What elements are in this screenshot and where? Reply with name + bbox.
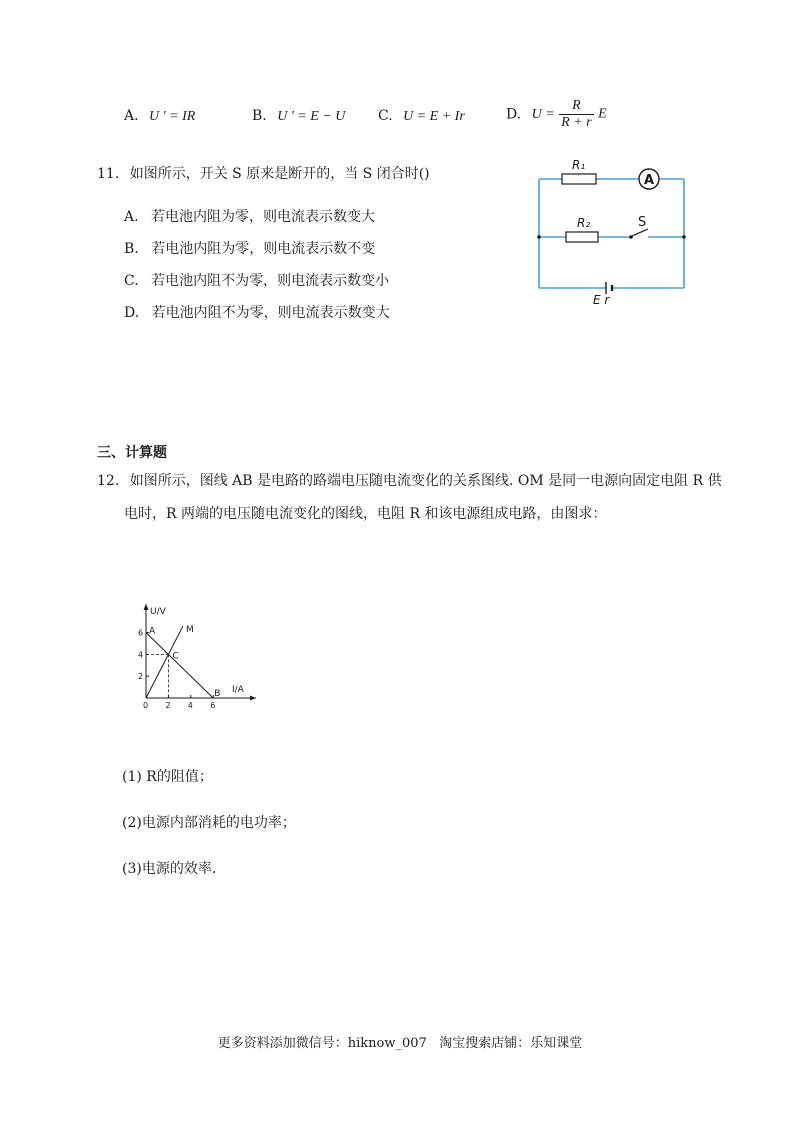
q10-option-a-formula: U ' = IR bbox=[149, 109, 196, 124]
y-tick-label-4: 4 bbox=[138, 650, 144, 660]
footer-text: 更多资料添加微信号：hiknow_007 淘宝搜索店铺：乐知课堂 bbox=[217, 1036, 583, 1051]
q11-option-d-label: D. bbox=[124, 305, 140, 321]
q10-option-c-formula: U = E + Ir bbox=[403, 109, 465, 124]
q11-stem bbox=[97, 163, 430, 183]
q10-option-b bbox=[252, 108, 345, 125]
junction-right bbox=[682, 235, 686, 239]
switch-lever bbox=[632, 229, 648, 236]
q10-option-d-label: D. bbox=[506, 106, 522, 123]
q11-option-b bbox=[124, 238, 375, 258]
q10-option-a-label: A. bbox=[124, 108, 139, 124]
point-label-m: M bbox=[185, 625, 194, 636]
q10-option-d-numerator: R bbox=[559, 98, 593, 115]
q11-option-b-label: B. bbox=[124, 241, 139, 257]
x-tick-label-2: 2 bbox=[165, 701, 171, 710]
q11-option-b-text: 若电池内阻为零，则电流表示数不变 bbox=[151, 241, 376, 257]
q11-option-c-text: 若电池内阻不为零，则电流表示数变小 bbox=[151, 273, 390, 289]
x-axis-label: I/A bbox=[232, 685, 244, 695]
series-line-om bbox=[146, 626, 183, 698]
graph-dynamic bbox=[138, 625, 220, 710]
q10-option-c-label: C. bbox=[378, 108, 393, 124]
y-tick-label-6: 6 bbox=[138, 628, 144, 638]
q10-option-d-lhs: U = bbox=[531, 106, 555, 122]
x-tick-label-6: 6 bbox=[210, 701, 216, 710]
q10-option-d-denominator: R + r bbox=[561, 115, 592, 130]
q10-option-d-rhs: E bbox=[598, 106, 607, 122]
section-title: 三、计算题 bbox=[97, 445, 167, 461]
circuit-diagram bbox=[530, 152, 695, 307]
y-axis-arrow bbox=[144, 604, 149, 610]
q10-option-b-label: B. bbox=[252, 108, 267, 124]
u-i-graph bbox=[128, 600, 263, 715]
q12-sub-2: (2)电源内部消耗的电功率； bbox=[122, 815, 296, 831]
q10-option-b-formula: U ' = E − U bbox=[277, 109, 346, 124]
x-tick-label-0: 0 bbox=[143, 701, 149, 710]
resistor-r1 bbox=[562, 174, 596, 184]
q11-option-d bbox=[124, 302, 390, 322]
graph-static bbox=[144, 604, 257, 701]
q12-line1 bbox=[97, 470, 722, 490]
q10-option-a bbox=[124, 108, 195, 125]
q11-option-c-label: C. bbox=[124, 273, 139, 289]
series-line-ab bbox=[146, 633, 213, 698]
q11-option-c bbox=[124, 270, 389, 290]
point-label-b: B bbox=[214, 689, 221, 699]
q10-option-c bbox=[378, 108, 465, 125]
point-label-a: A bbox=[149, 626, 156, 637]
resistor-r2 bbox=[566, 232, 598, 242]
q11-number: 11. bbox=[97, 166, 120, 182]
battery-label: E r bbox=[593, 293, 610, 307]
x-axis-arrow bbox=[250, 696, 256, 701]
r2-label: R₂ bbox=[577, 216, 591, 230]
q12-number: 12. bbox=[97, 473, 120, 489]
q11-stem-text: 如图所示，开关 S 原来是断开的，当 S 闭合时() bbox=[129, 166, 430, 182]
y-axis-label: U/V bbox=[150, 607, 166, 617]
y-tick-label-2: 2 bbox=[138, 672, 144, 682]
q10-option-d-fraction bbox=[559, 98, 593, 131]
q11-option-a-text: 若电池内阻为零，则电流表示数变大 bbox=[151, 209, 376, 225]
q12-sub-3: (3)电源的效率. bbox=[122, 861, 217, 877]
q12-line1-text: 如图所示，图线 AB 是电路的路端电压随电流变化的关系图线. OM 是同一电源向固定电阻 R 供 bbox=[129, 473, 722, 489]
q11-option-d-text: 若电池内阻不为零，则电流表示数变大 bbox=[151, 305, 390, 321]
junction-left bbox=[537, 235, 541, 239]
q11-option-a bbox=[124, 206, 375, 226]
q10-option-d bbox=[506, 98, 607, 131]
point-label-c: C bbox=[172, 651, 179, 662]
x-tick-label-4: 4 bbox=[187, 701, 193, 710]
q12-sub-1: (1) R的阻值； bbox=[122, 769, 213, 785]
q12-line2: 电时，R 两端的电压随电流变化的图线，电阻 R 和该电源组成电路，由图求： bbox=[124, 506, 607, 522]
switch-label: S bbox=[638, 215, 647, 230]
circuit-wires bbox=[539, 179, 684, 288]
ammeter-label: A bbox=[643, 173, 655, 188]
q11-option-a-label: A. bbox=[124, 209, 139, 225]
r1-label: R₁ bbox=[572, 158, 586, 172]
